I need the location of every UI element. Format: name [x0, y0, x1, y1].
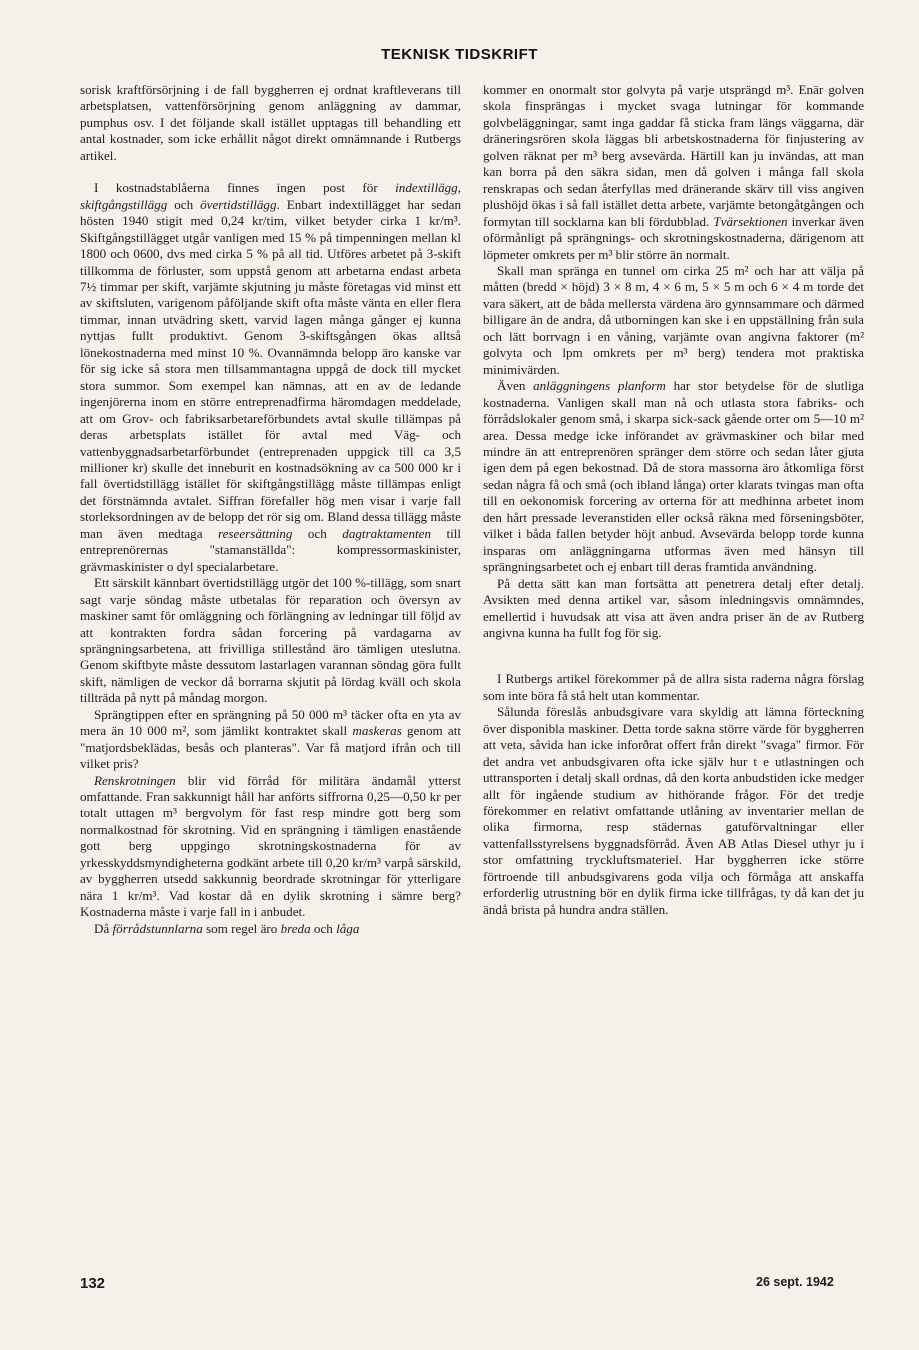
paragraph: kommer en onormalt stor golvyta på varje utsprängd m³. Enär golven skola finsprängas i mycket svaga lutningar för kommande golvbeläggningar, samt inga gaddar få sticka fram längs väggarna, där dräneringsrören skola läggas bli arbetskostnaderna för finjustering av golven räknat per m³ berg avsevärda. Härtill kan ju invändas, att man kan borra på den säkra sidan, men då golven i många fall skola renskrapas och sedan återfyllas med dränerande skärv till viss angiven plushöjd ökas i så fall istället detta arbete, varjämte betongåtgången och formytan till socklarna kan bli fördubblad. Tvärsektionen inverkar även oförmånligt på sprängnings- och skrotningskostnaderna, därigenom att löpmeter omkrets per m³ blir större än normalt. [483, 82, 865, 262]
paragraph: Skall man spränga en tunnel om cirka 25 m² och har att välja på måtten (bredd × höjd) 3 × 8 m, 4 × 6 m, 5 × 5 m och 6 × 4 m torde det vara säkert, att de båda mellersta värdena äro gynnsammare och därmed billigare än de andra, då utborningen kan ske i en uppställning från sula och lätt borrvagn i en våning, varjämte ovan angivna faktorer (m² golvyta och lpm omkrets per m³ berg) tendera mot praktiska minimivärden. [483, 262, 864, 377]
paragraph: Ett särskilt kännbart övertidstillägg utgör det 100 %-tillägg, som snart sagt varje söndag måste utbetalas för reparation och översyn av maskiner samt för omläggning och förlängning av ledningar till följd av att kontrakten fordra sådan forcering på vardagarna av sprängningsarbetena, att frivilliga stillestånd äro tämligen uteslutna. Genom skiftbyte måste dessutom lastarlagen varannan söndag göra fullt skift, nämligen de veckor då borrarna skjutit på lördag kväll och skola tillträda på nytt på måndag morgon. [80, 575, 461, 706]
paragraph: I kostnadstablåerna finnes ingen post för indextillägg, skiftgångstillägg och övertidstillägg. Enbart indextillägget har sedan hösten 1940 stigit med 0,24 kr/tim, vilket betyder cirka 1 kr/m³. Skiftgångstillägget utgår vanligen med 15 % på timpenningen mellan kl 1800 och 0600, dvs med cirka 5 % på all tid. Utföres arbetet på 3-skift tillkomma de förluster, som uppstå genom att arbetarna endast arbeta 7½ timmar per skift, varjämte skjutning ju måste företagas vid minst ett av skiftsluten, varigenom påföljande skift ofta måste vänta en eller flera timmar, innan utvädring skett, varvid lagen många gånger ej kunna nyttjas fullt produktivt. Genom 3-skiftsgången ökas alltså lönekostnaderna med minst 10 %. Ovannämnda belopp äro kanske var för sig icke så stora men tillsammantagna uppgå de dock till mycket stora summor. Som exempel kan nämnas, att en av de ledande ingenjörerna inom en större entreprenadfirma häromdagen meddelade, att om Grov- och fabriksarbetareförbundets avtal skulle tillämpas på deras arbetsplats istället för avtal med Väg- och vattenbyggnadsarbetarförbundet (entreprenaden uppgick till ca 3,5 millioner kr) skulle det inneburit en kostnadsökning av ca 500 000 kr i fall övertidstillägg istället för skiftgångstillägg måste tillämpas enligt det förstnämnda avtalet. Siffran förefaller hög men visar i varje fall storleksordningen av de belopp det rör sig om. Bland dessa tillägg måste man även medtaga reseersättning och dagtraktamenten till entreprenörernas "stamanställda": kompressormaskinister, grävmaskinister o dyl specialarbetare. [80, 180, 462, 574]
paragraph: I Rutbergs artikel förekommer på de allra sista raderna några förslag som inte böra få stå helt utan kommentar. [483, 671, 864, 703]
page-header: TEKNISK TIDSKRIFT [381, 46, 538, 63]
left-column [80, 82, 461, 937]
paragraph: Renskrotningen blir vid förråd för militära ändamål ytterst omfattande. Fran sakkunnigt håll har anförts siffrorna 0,25—0,50 kr per totalt uttagen m³ bergvolym för fast resp mindre gott berg som normalkostnad för skrotning. Vid en sprängning i tämligen enastående gott berg uppgingo skrotningskostnaderna för av yrkesskyddsmyndigheterna godkänt arbete till 0,20 kr/m³ varpå särskild, av byggherren utsedd sakkunnig beordrade skrotningar för ytterligare nära 1 kr/m³. Vad kostar då en dylik skrotning i sämre berg? Kostnaderna måste i varje fall in i anbudet. [80, 772, 461, 920]
issue-date: 26 sept. 1942 [756, 1275, 834, 1289]
paragraph: Sprängtippen efter en sprängning på 50 000 m³ täcker ofta en yta av mera än 10 000 m², som jämlikt kontraktet skall maskeras genom att "matjordsbeklädas, besås och planteras". Var få matjord ifrån och till vilket pris? [80, 706, 461, 772]
paragraph: sorisk kraftförsörjning i de fall byggherren ej ordnat kraftleverans till arbetsplatsen, vattenförsörjning genom anläggning av dammar, pumphus osv. I det följande skall istället upptagas till behandling ett antal kostnader, som icke erhållit något direkt omnämnande i Rutbergs artikel. [80, 82, 461, 163]
paragraph: Då förrådstunnlarna som regel äro breda och låga [94, 920, 360, 936]
paragraph: Sålunda föreslås anbudsgivare vara skyldig att lämna förteckning över disponibla maskiner. Detta torde sakna större värde för byggherren att veta, såvida han icke inforðrat offert från direkt "svaga" firmor. För det andra vet anbudsgivaren ofta icke själv hur t e utlastningen och uttransporten i detalj skall ordnas, då den korta anbudstiden icke medger allt för ingående studium av hithörande frågor. För det tredje förekommer en relativt omfattande utlåning av inventarier mellan de olika firmorna, resp städernas gatuförvaltningar eller vattenfallsstyrelsens byggnadsförråd. Även AB Atlas Diesel uthyr ju i stor omfattning tryckluftsmateriel. Har byggherren icke större förtroende till anbudsgivarens goda vilja och förmåga att anskaffa erforderlig utrustning bör en dylik firma icke tillfrågas, ty då kan det ju ändå brista på hundra andra ställen. [483, 704, 864, 917]
page-number: 132 [80, 1275, 106, 1292]
paragraph: På detta sätt kan man fortsätta att penetrera detalj efter detalj. Avsikten med denna artikel var, såsom inledningsvis omnämndes, emellertid i huvudsak att visa att även andra priser än de av Rutberg angivna kunna ha fullt fog för sig. [483, 575, 864, 640]
right-column [483, 82, 864, 918]
paragraph: Även anläggningens planform har stor betydelse för de slutliga kostnaderna. Vanligen skall man nå och utlasta stora fabriks- och förrådslokaler genom små, i skarpa sick-sack gående orter om 5—10 m² area. Dessa medge icke införandet av grävmaskiner och bilar med mindre än att entreprenören spränger dem större och sedan låter gjuta igen dem på egen bekostnad. Då de stora massorna äro åtkomliga först sedan några få och små (och ibland långa) orter klarats tvingas man ofta till en oekonomisk forcering av orterna för att medhinna arbetet inom den hårt pressade leveranstiden eller också räkna med förseningsböter, vilket i båda fallen betyder höjt anbud. Avsevärda belopp torde kunna insparas om anläggningarna utformas även med hänsyn till sprängningsarbetet och ej enbart till deras framtida användning. [483, 378, 864, 575]
